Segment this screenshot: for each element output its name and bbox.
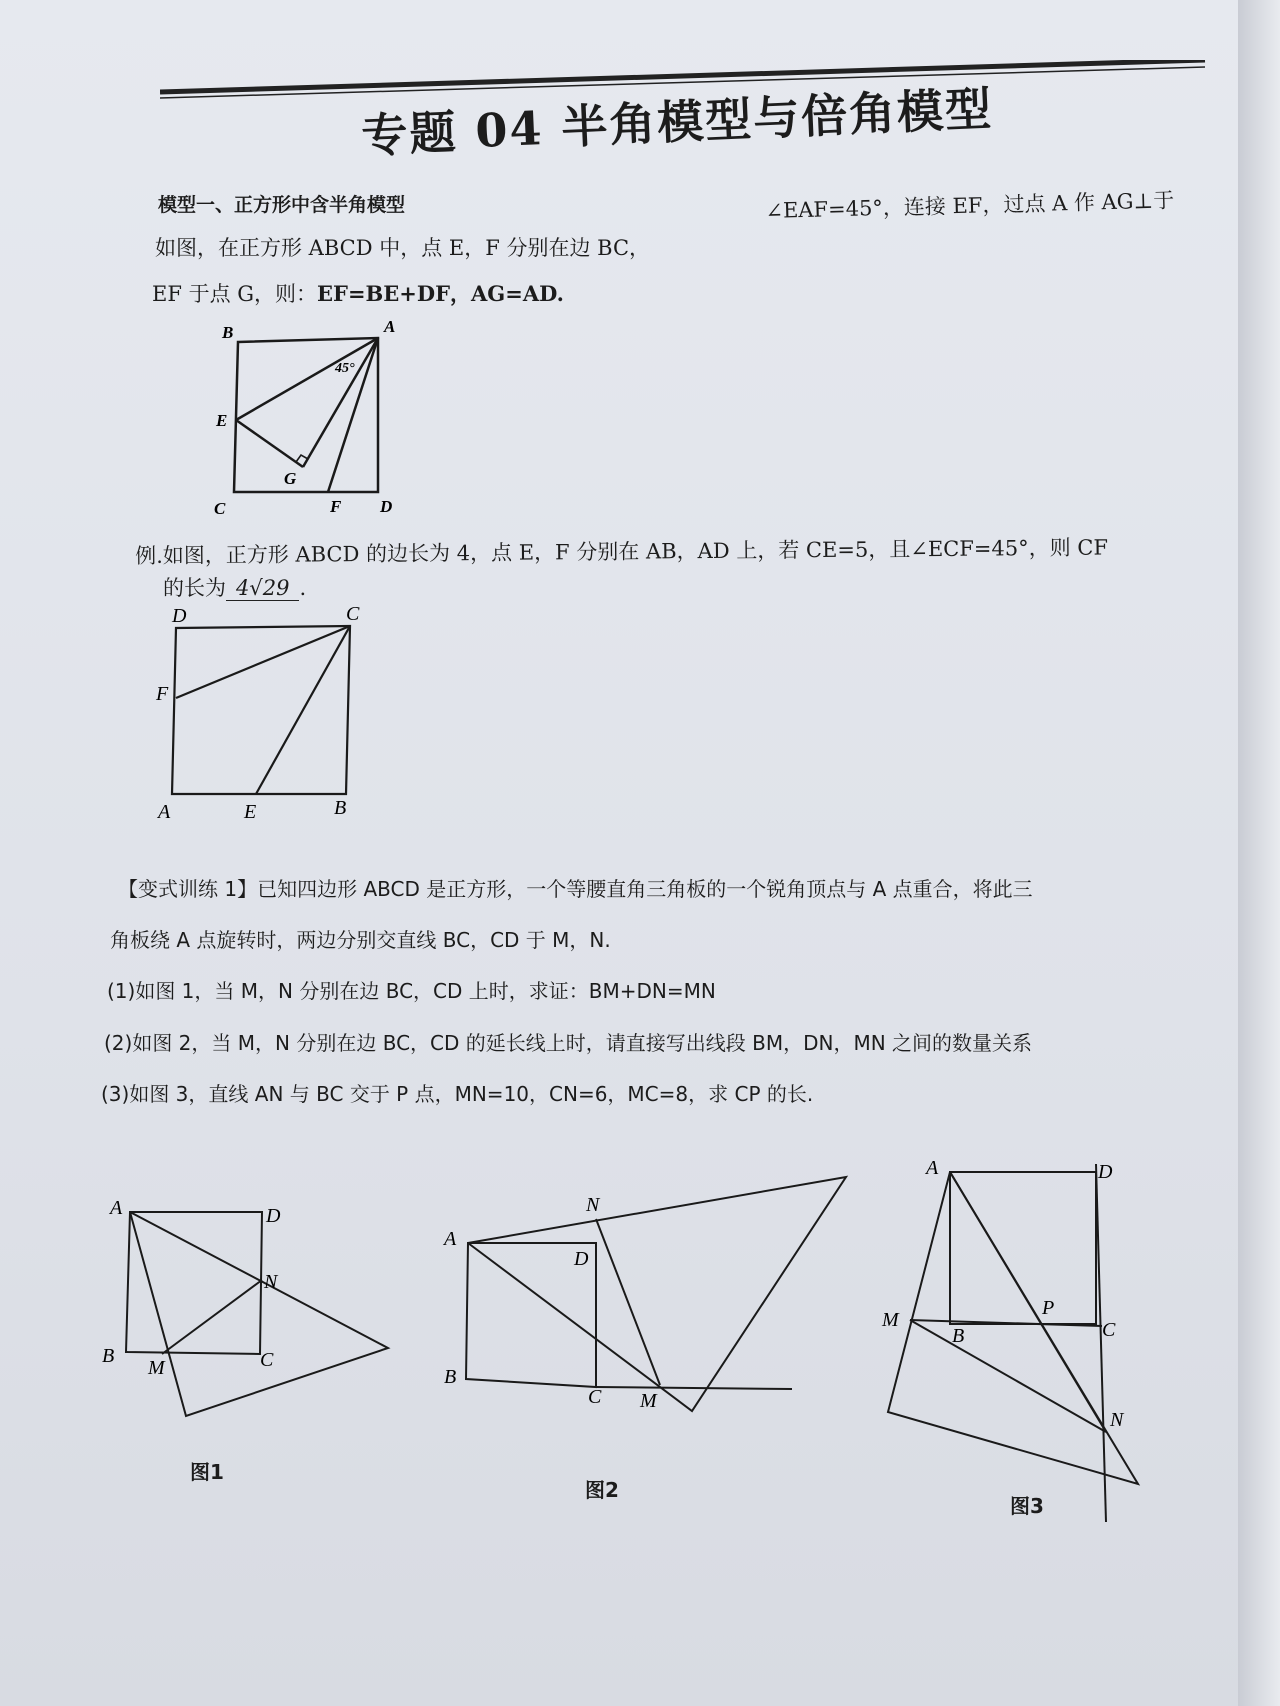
model-text-line1b: ∠EAF=45°，连接 EF，过点 A 作 AG⊥于 [765, 188, 1175, 223]
fig1-point-B: B [102, 1345, 115, 1367]
model-point-G: G [284, 469, 297, 488]
example-point-A: A [158, 801, 171, 823]
example-line2-prefix: 的长为 [163, 576, 226, 600]
fig3-point-A: A [926, 1157, 939, 1179]
example-line1: 例.如图，正方形 ABCD 的边长为 4，点 E，F 分别在 AB，AD 上，若 CE=5，且∠ECF=45°，则 CF [135, 535, 1109, 568]
fig3-point-P: P [1042, 1297, 1055, 1319]
model-result: EF=BE+DF，AG=AD. [317, 281, 564, 306]
fig3-point-N: N [1110, 1409, 1124, 1431]
fig2-point-C: C [588, 1386, 602, 1408]
fig2-caption: 图2 [585, 1478, 619, 1502]
exercise-q1: (1)如图 1，当 M，N 分别在边 BC，CD 上时，求证：BM+DN=MN [107, 979, 716, 1003]
example-answer: 4√29 [226, 576, 299, 601]
model-text-line1a: 如图，在正方形 ABCD 中，点 E，F 分别在边 BC， [155, 236, 651, 260]
exercise-line2: 角板绕 A 点旋转时，两边分别交直线 BC，CD 于 M，N. [110, 928, 611, 952]
fig1-point-A: A [110, 1197, 123, 1219]
exercise-q3: (3)如图 3，直线 AN 与 BC 交于 P 点，MN=10，CN=6，MC=8，求 CP 的长. [101, 1082, 814, 1106]
fig3-point-C: C [1102, 1319, 1116, 1341]
figure-2 [440, 1165, 860, 1425]
example-point-F: F [156, 683, 169, 705]
model-point-D: D [380, 497, 393, 516]
fig1-point-M: M [148, 1357, 165, 1379]
example-figure [148, 600, 378, 830]
exercise-line1: 【变式训练 1】已知四边形 ABCD 是正方形，一个等腰直角三角板的一个锐角顶点与 A 点重合，将此三 [118, 877, 1033, 901]
model-point-A: A [384, 320, 396, 336]
fig2-point-M: M [640, 1390, 657, 1412]
fig1-point-N: N [264, 1271, 278, 1293]
model-figure [200, 320, 410, 520]
model-point-F: F [330, 497, 342, 516]
fig2-point-A: A [444, 1228, 457, 1250]
figure-3 [870, 1150, 1170, 1530]
example-line2-suffix: . [299, 576, 307, 600]
fig3-point-B: B [952, 1325, 965, 1347]
fig2-point-B: B [444, 1366, 457, 1388]
figure-1 [100, 1190, 400, 1440]
fig1-point-D: D [266, 1205, 281, 1227]
exercise-q2: (2)如图 2，当 M，N 分别在边 BC，CD 的延长线上时，请直接写出线段 BM，DN，MN 之间的数量关系 [104, 1031, 1033, 1055]
model-angle-label: 45° [335, 361, 355, 376]
fig1-caption: 图1 [190, 1460, 224, 1484]
fig3-point-D: D [1098, 1161, 1113, 1183]
fig3-point-M: M [882, 1309, 899, 1331]
page-edge [1238, 0, 1280, 1706]
example-point-C: C [346, 603, 360, 625]
fig1-point-C: C [260, 1349, 274, 1371]
fig2-point-D: D [574, 1248, 589, 1270]
example-point-B: B [334, 797, 347, 819]
fig3-caption: 图3 [1010, 1494, 1044, 1518]
page-title: 专题 04 半角模型与倍角模型 [360, 81, 995, 163]
model-point-E: E [216, 411, 228, 430]
example-point-D: D [172, 605, 187, 627]
model-point-C: C [214, 499, 226, 518]
model-heading: 模型一、正方形中含半角模型 [158, 194, 406, 216]
example-point-E: E [244, 801, 257, 823]
model-text-line2: EF 于点 G，则： [152, 282, 318, 306]
model-point-B: B [222, 323, 234, 342]
fig2-point-N: N [586, 1194, 600, 1216]
